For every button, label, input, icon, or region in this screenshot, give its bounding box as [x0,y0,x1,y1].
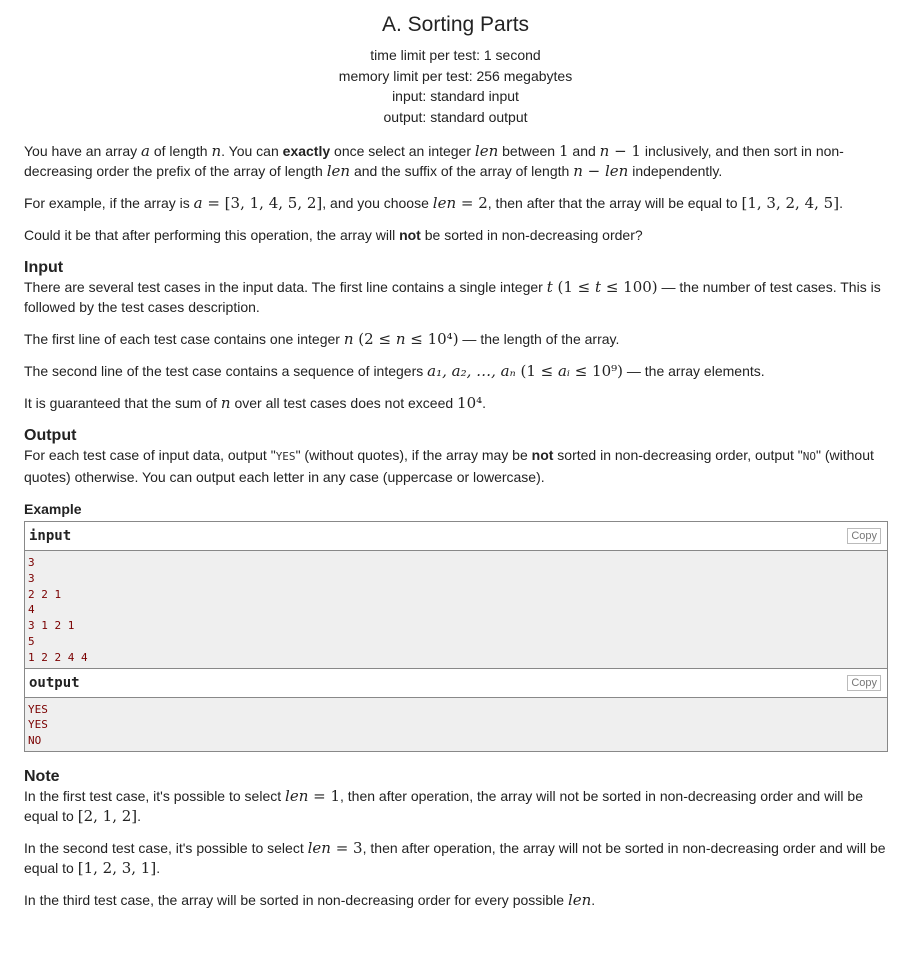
math-expression: ≤ 100) [601,278,658,296]
math-expression: len [604,162,629,180]
math-expression: a [141,142,150,160]
math-expression: n [220,394,231,412]
paragraph [24,786,887,826]
text-segment: The second line of the test case contains a sequence of integers [24,363,428,379]
math-expression: [1, 3, 2, 4, 5] [741,194,840,212]
sample-tests [24,521,888,752]
text-segment: between [498,143,559,159]
text-segment: In the first test case, it's possible to select [24,787,286,804]
paragraph [24,445,887,487]
math-expression: n [211,142,222,160]
math-expression: 10⁴ [457,394,483,412]
input-specification [24,277,887,413]
math-expression: n [395,330,406,348]
paragraph [24,225,887,245]
output-heading: Output [24,427,77,444]
text-segment: " (without quotes) otherwise. You can output each letter in any case (uppercase or lowercase). [24,447,874,485]
math-expression: n [343,330,354,348]
text-segment: . [156,859,161,876]
text-segment: " (without quotes), if the array may be [295,447,532,463]
text-segment: sorted in non-decreasing order, output " [553,447,803,463]
math-expression: − [582,162,605,180]
math-expression: t [546,278,553,296]
text-segment: not [531,447,554,463]
sample-output-label: output [29,674,80,691]
text-segment: You have an array [24,143,142,159]
text-segment: . [839,195,843,211]
math-expression: [1, 2, 3, 1] [77,858,157,877]
text-segment: , then after operation, the array will not be sorted in non-decreasing order and will be equal to [24,787,863,824]
text-segment: be sorted in non-decreasing order? [420,227,643,243]
text-segment: The first line of each test case contains one integer [24,331,344,347]
math-expression: (1 ≤ [552,278,596,296]
legend [24,141,887,245]
text-segment: exactly [282,143,331,159]
text-segment: Could it be that after performing this operation, the array will [24,227,400,243]
math-expression: len [567,890,592,909]
paragraph [24,193,887,213]
problem-statement [0,13,903,910]
sample-input: 3 3 2 2 1 4 3 1 2 1 5 1 2 2 4 4 [25,551,887,669]
math-expression: len [307,838,331,857]
math-expression: aᵢ [557,362,570,380]
text-segment: In the second test case, it's possible to select [24,839,308,856]
input-heading: Input [24,259,64,276]
math-expression: a₁, a₂, …, aₙ [427,362,516,380]
time-limit: time limit per test: 1 second [370,47,541,63]
copy-input-button[interactable]: Copy [847,528,881,544]
paragraph [24,329,887,349]
inline-code: NO [802,450,817,463]
paragraph [24,361,887,381]
math-expression: = 2 [456,194,488,212]
math-expression: ≤ 10⁴) [405,330,459,348]
text-segment: . [137,807,142,824]
memory-limit: memory limit per test: 256 megabytes [338,67,573,84]
paragraph [24,838,887,878]
text-segment: There are several test cases in the input data. The first line contains a single integer [24,279,547,295]
output-file: output: standard output [383,108,528,125]
text-segment: . [482,395,487,411]
text-segment: — the number of test cases. This is followed by the test cases description. [24,279,881,315]
text-segment: not [399,227,421,243]
text-segment: , and you choose [322,195,433,211]
sample-input-label: input [29,528,72,544]
text-segment: over all test cases does not exceed [230,395,458,411]
math-expression: [2, 1, 2] [77,806,138,825]
note-heading: Note [24,767,60,785]
text-segment: . You can [221,143,283,159]
text-segment: For example, if the array is [24,195,194,211]
math-expression: = [3, 1, 4, 5, 2] [202,194,323,212]
paragraph [24,393,887,413]
math-expression: len [474,142,499,160]
inline-code: YES [275,450,296,463]
text-segment: and [568,143,600,159]
text-segment: , then after operation, the array will not be sorted in non-decreasing order and will be equal to [24,839,886,876]
paragraph [24,277,887,317]
text-segment: independently. [628,163,723,179]
paragraph [24,890,887,910]
math-expression: (2 ≤ [353,330,396,348]
example-heading: Example [24,501,82,517]
math-expression: = 1 [308,786,341,805]
sample-output-header [25,669,887,698]
math-expression: t [595,278,602,296]
sample-output: YES YES NO [25,698,887,751]
math-expression: n [599,142,610,160]
math-expression: ≤ 10⁹) [569,362,624,380]
text-segment: inclusively, and then sort in non-decreasing order the prefix of the array of length [24,143,844,179]
math-expression: len [326,162,351,180]
math-expression: a [193,194,203,212]
sample-input-header [25,522,887,551]
text-segment: and the suffix of the array of length [350,163,574,179]
math-expression: len [432,194,457,212]
problem-title: A. Sorting Parts [381,13,530,36]
text-segment: In the third test case, the array will be sorted in non-decreasing order for every possible [24,891,568,908]
math-expression: 1 [558,142,569,160]
math-expression: = 3 [330,838,363,857]
math-expression: − 1 [609,142,641,160]
input-file: input: standard input [392,88,519,104]
note [24,786,887,910]
text-segment: — the length of the array. [458,331,620,347]
math-expression: (1 ≤ [515,362,558,380]
math-expression: n [573,162,583,180]
text-segment: It is guaranteed that the sum of [24,395,221,411]
text-segment: — the array elements. [623,363,765,379]
text-segment: For each test case of input data, output " [24,447,276,463]
paragraph [24,141,887,181]
output-specification [24,445,887,487]
text-segment: of length [149,143,212,159]
text-segment: . [591,891,596,908]
math-expression: len [285,786,309,805]
text-segment: once select an integer [330,143,475,159]
text-segment: , then after that the array will be equal to [487,195,742,211]
copy-output-button[interactable]: Copy [847,675,881,691]
